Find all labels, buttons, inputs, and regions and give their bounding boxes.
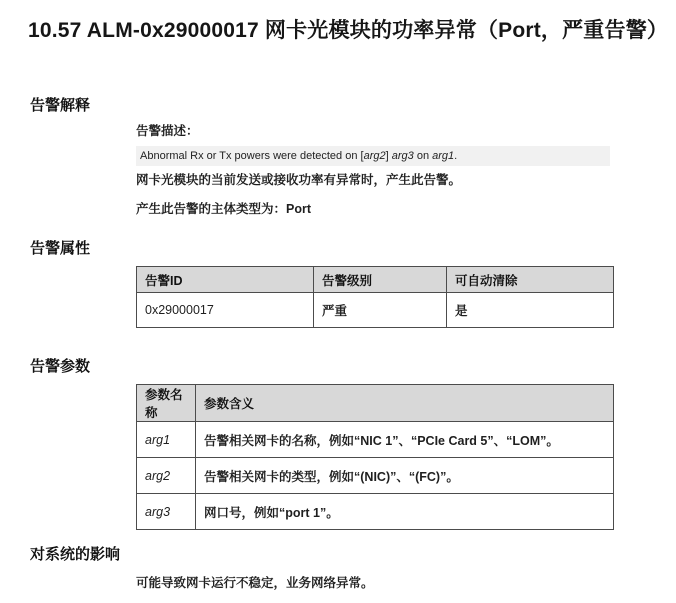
cell-auto-clear: 是 xyxy=(447,293,614,328)
header-cell-auto-clear: 可自动清除 xyxy=(447,267,614,293)
cell-param-meaning-arg1: 告警相关网卡的名称，例如“NIC 1”、“PCIe Card 5”、“LOM”。 xyxy=(196,422,614,458)
explanation-paragraph: 网卡光模块的当前发送或接收功率有异常时，产生此告警。 xyxy=(136,173,462,187)
table-header-row xyxy=(137,385,614,422)
header-cell-param-meaning: 参数含义 xyxy=(196,385,614,422)
cell-param-name-arg2: arg2 xyxy=(137,458,196,494)
code-segment: ] xyxy=(385,150,392,162)
cell-alarm-id: 0x29000017 xyxy=(137,293,314,328)
cell-param-name-arg3: arg3 xyxy=(137,494,196,530)
alarm-attributes-table xyxy=(136,266,614,328)
code-arg1: arg1 xyxy=(432,150,455,162)
code-segment: . xyxy=(454,150,458,162)
alarm-description-label: 告警描述： xyxy=(136,124,199,138)
code-arg3: arg3 xyxy=(391,150,414,162)
page-title: 10.57 ALM-0x29000017 网卡光模块的功率异常（Port，严重告警） xyxy=(28,19,669,42)
header-cell-alarm-severity: 告警级别 xyxy=(314,267,447,293)
section-heading-system-impact: 对系统的影响 xyxy=(30,546,121,563)
section-heading-alarm-explanation: 告警解释 xyxy=(30,97,91,114)
cell-alarm-severity: 严重 xyxy=(314,293,447,328)
code-arg2: arg2 xyxy=(363,150,386,162)
section-heading-alarm-attributes: 告警属性 xyxy=(30,240,91,257)
header-cell-param-name: 参数名称 xyxy=(137,385,196,422)
code-segment: Abnormal Rx or Tx powers were detected on [ xyxy=(140,150,364,162)
alarm-parameters-table xyxy=(136,384,614,530)
code-segment: on xyxy=(413,150,433,162)
subject-type-paragraph: 产生此告警的主体类型为：Port xyxy=(136,202,312,216)
cell-param-name-arg1: arg1 xyxy=(137,422,196,458)
cell-param-meaning-arg3: 网口号，例如“port 1”。 xyxy=(196,494,614,530)
cell-param-meaning-arg2: 告警相关网卡的类型，例如“(NIC)”、“(FC)”。 xyxy=(196,458,614,494)
header-cell-alarm-id: 告警ID xyxy=(137,267,314,293)
table-header-row xyxy=(137,267,614,293)
table-row xyxy=(137,494,614,530)
section-heading-alarm-parameters: 告警参数 xyxy=(30,358,91,375)
table-row xyxy=(137,458,614,494)
table-row xyxy=(137,293,614,328)
system-impact-paragraph: 可能导致网卡运行不稳定，业务网络异常。 xyxy=(136,576,374,590)
table-row xyxy=(137,422,614,458)
alarm-description-code xyxy=(136,146,610,166)
